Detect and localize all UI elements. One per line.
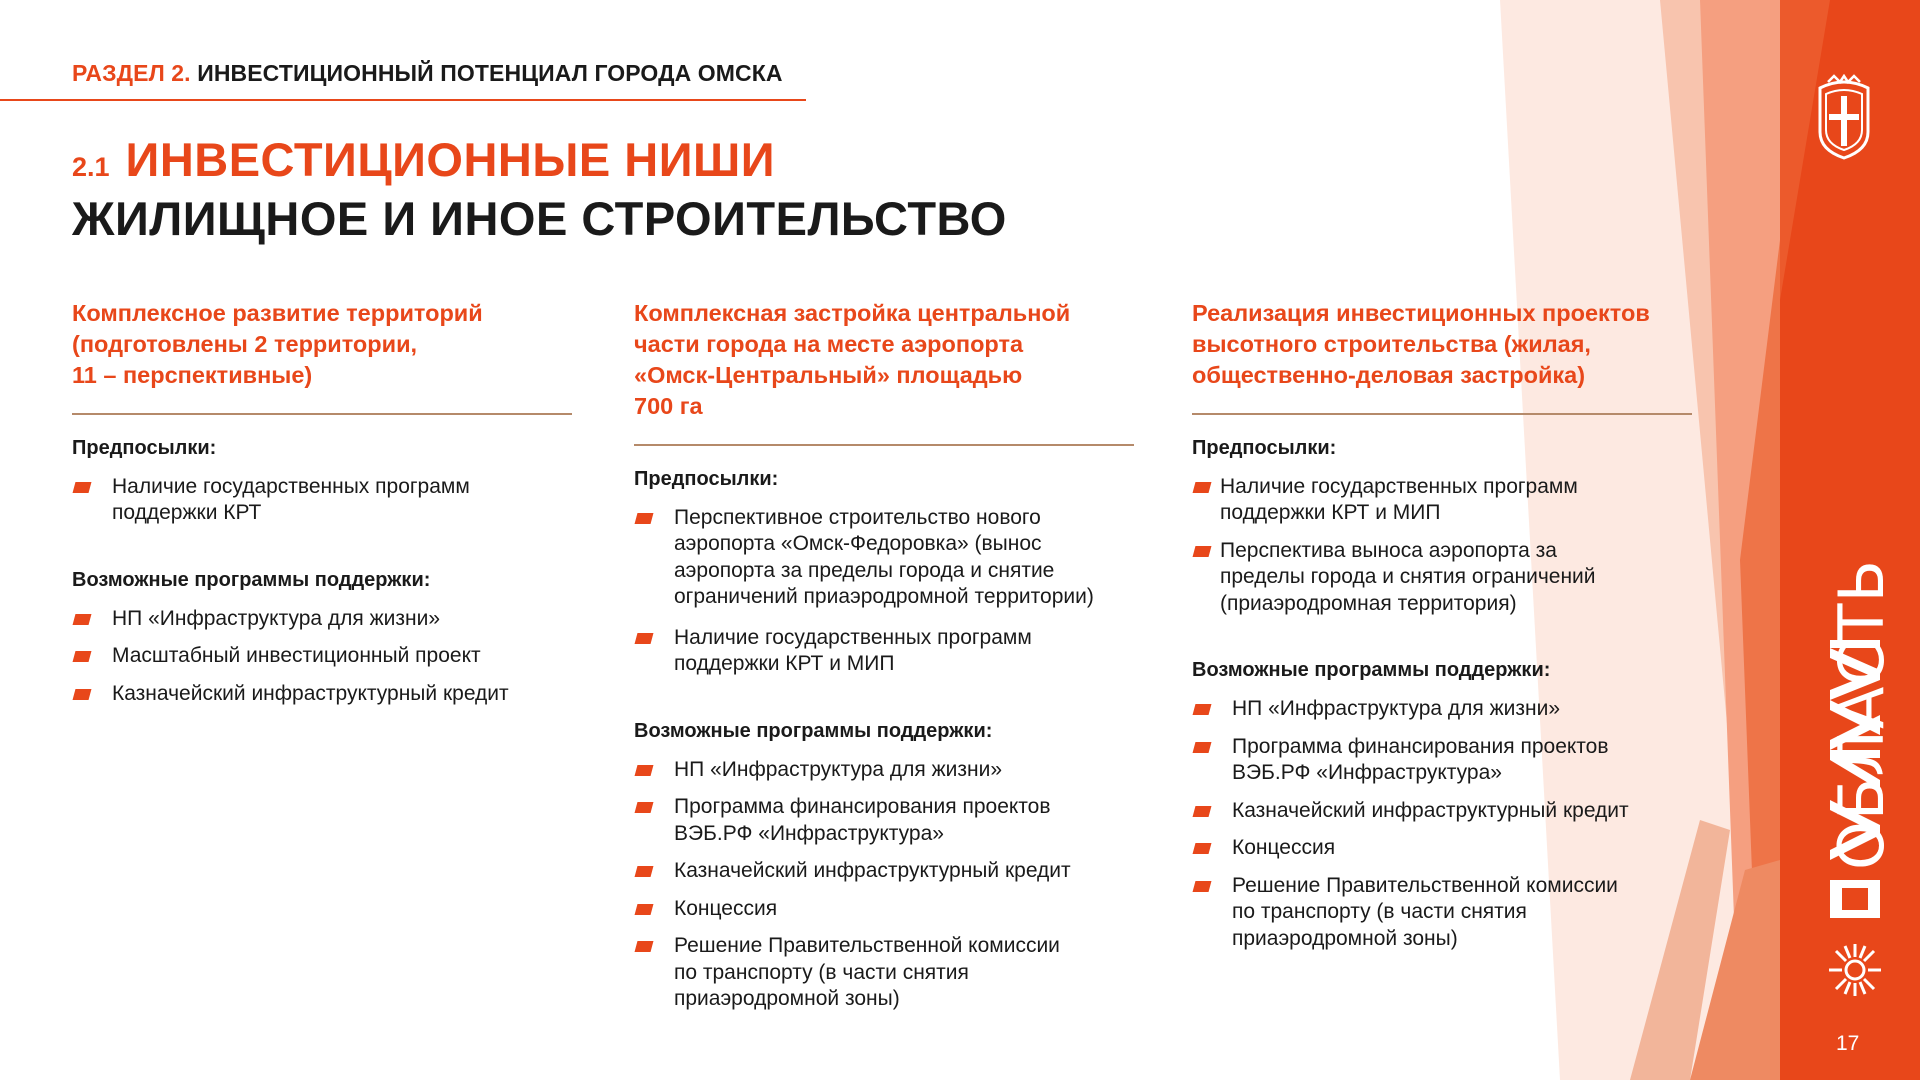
list-item-line: Перспективное строительство нового bbox=[674, 505, 1041, 529]
list-item bbox=[634, 794, 1134, 847]
list-item-line: по транспорту (в части снятия bbox=[1232, 900, 1527, 923]
column-title bbox=[1192, 298, 1692, 391]
list-item-line: Казначейский инфраструктурный кредит bbox=[1232, 798, 1629, 822]
section-label: РАЗДЕЛ 2. bbox=[72, 60, 191, 86]
list-item bbox=[1192, 696, 1692, 723]
list-item-line: Наличие государственных программ bbox=[674, 625, 1032, 649]
list-item bbox=[1192, 734, 1692, 787]
column-divider bbox=[1192, 413, 1692, 415]
support-heading: Возможные программы поддержки: bbox=[1192, 659, 1551, 681]
list-item-line: Наличие государственных программ bbox=[112, 474, 470, 498]
list-item bbox=[634, 757, 1134, 784]
list-item-line: Масштабный инвестиционный проект bbox=[112, 644, 481, 667]
list-item-line: аэропорта «Омск-Федоровка» (вынос bbox=[674, 532, 1042, 555]
prereq-heading: Предпосылки: bbox=[634, 467, 779, 490]
list-item bbox=[72, 681, 572, 708]
list-item-line: поддержки КРТ bbox=[112, 501, 262, 524]
list-item-line: Казначейский инфраструктурный кредит bbox=[112, 681, 509, 705]
title-sub: ЖИЛИЩНОЕ И ИНОЕ СТРОИТЕЛЬСТВО bbox=[72, 192, 1007, 245]
bullet-icon bbox=[1193, 704, 1212, 715]
header-divider bbox=[0, 99, 806, 101]
section-header bbox=[72, 60, 783, 87]
bullet-icon bbox=[635, 513, 654, 524]
support-list bbox=[1192, 696, 1692, 952]
bullet-icon bbox=[73, 482, 92, 493]
list-item-line: Концессия bbox=[1232, 836, 1336, 859]
title-main: ИНВЕСТИЦИОННЫЕ НИШИ bbox=[125, 133, 776, 186]
page-number: 17 bbox=[1836, 1032, 1860, 1055]
prereq-list bbox=[634, 505, 1134, 678]
column-title-line: (подготовлены 2 территории, bbox=[72, 331, 418, 357]
bullet-icon bbox=[73, 651, 92, 662]
list-item bbox=[634, 858, 1134, 885]
list-item-line: аэропорта за пределы города и снятие bbox=[674, 558, 1055, 582]
column-title-line: общественно-деловая застройка) bbox=[1192, 362, 1586, 388]
list-item-line: приаэродромной зоны) bbox=[674, 987, 900, 1010]
column-title-line: 11 – перспективные) bbox=[72, 362, 313, 388]
bullet-icon bbox=[73, 689, 92, 700]
list-item-line: Казначейский инфраструктурный кредит bbox=[674, 859, 1071, 882]
list-item bbox=[1192, 798, 1692, 825]
list-item bbox=[634, 625, 1134, 678]
column-airport bbox=[634, 298, 1134, 1024]
list-item bbox=[1192, 474, 1692, 527]
list-item-line: Решение Правительственной комиссии bbox=[1232, 873, 1618, 897]
list-item-line: Программа финансирования проектов bbox=[674, 795, 1051, 818]
support-heading: Возможные программы поддержки: bbox=[634, 719, 993, 742]
list-item-line: поддержки КРТ и МИП bbox=[674, 652, 895, 675]
list-item-line: НП «Инфраструктура для жизни» bbox=[1232, 697, 1561, 720]
column-title-line: Комплексная застройка центральной bbox=[634, 300, 1071, 326]
column-krt bbox=[72, 298, 572, 718]
slide-title bbox=[72, 132, 1007, 246]
title-number: 2.1 bbox=[72, 152, 110, 182]
column-title bbox=[72, 298, 572, 391]
column-highrise bbox=[1192, 298, 1692, 963]
column-title-line: высотного строительства (жилая, bbox=[1192, 331, 1591, 357]
list-item bbox=[1192, 538, 1692, 618]
bullet-icon bbox=[73, 614, 92, 625]
bullet-icon bbox=[635, 904, 654, 915]
list-item-line: поддержки КРТ и МИП bbox=[1220, 501, 1441, 524]
support-list bbox=[72, 606, 572, 708]
list-item-line: Концессия bbox=[674, 896, 778, 920]
column-title-line: 700 га bbox=[634, 393, 703, 419]
bullet-icon bbox=[635, 866, 654, 877]
prereq-list bbox=[1192, 474, 1692, 618]
support-list bbox=[634, 757, 1134, 1013]
bullet-icon bbox=[635, 765, 654, 776]
list-item bbox=[634, 505, 1134, 611]
list-item-line: ВЭБ.РФ «Инфраструктура» bbox=[1232, 761, 1502, 784]
list-item bbox=[72, 474, 572, 527]
column-title-line: Комплексное развитие территорий bbox=[72, 300, 483, 326]
list-item-line: по транспорту (в части снятия bbox=[674, 960, 969, 984]
list-item bbox=[72, 606, 572, 633]
bullet-icon bbox=[1193, 546, 1212, 557]
column-title bbox=[634, 298, 1134, 422]
column-title-line: части города на месте аэропорта bbox=[634, 331, 1024, 357]
list-item-line: приаэродромной зоны) bbox=[1232, 926, 1458, 950]
list-item-line: Программа финансирования проектов bbox=[1232, 734, 1609, 758]
bullet-icon bbox=[1193, 881, 1212, 892]
column-divider bbox=[72, 413, 572, 415]
coat-of-arms-icon bbox=[1814, 74, 1874, 160]
bullet-icon bbox=[1193, 482, 1212, 493]
column-title-line: «Омск-Центральный» площадью bbox=[634, 362, 1023, 388]
list-item bbox=[1192, 835, 1692, 862]
list-item-line: Перспектива выноса аэропорта за bbox=[1220, 538, 1557, 562]
bullet-icon bbox=[1193, 742, 1212, 753]
prereq-list bbox=[72, 474, 572, 527]
list-item-line: (приаэродромная территория) bbox=[1220, 591, 1517, 615]
column-divider bbox=[634, 444, 1134, 446]
bullet-icon bbox=[635, 802, 654, 813]
section-title: ИНВЕСТИЦИОННЫЙ ПОТЕНЦИАЛ ГОРОДА ОМСКА bbox=[197, 60, 783, 86]
prereq-heading: Предпосылки: bbox=[72, 436, 217, 459]
list-item-line: НП «Инфраструктура для жизни» bbox=[674, 757, 1003, 781]
column-title-line: Реализация инвестиционных проектов bbox=[1192, 300, 1650, 326]
support-heading: Возможные программы поддержки: bbox=[72, 568, 431, 591]
list-item-line: пределы города и снятия ограничений bbox=[1220, 565, 1596, 588]
list-item bbox=[72, 643, 572, 670]
bullet-icon bbox=[635, 633, 654, 644]
list-item-line: Наличие государственных программ bbox=[1220, 474, 1578, 498]
list-item-line: ограничений приаэродромной территории) bbox=[674, 585, 1094, 608]
list-item-line: Решение Правительственной комиссии bbox=[674, 934, 1060, 957]
list-item bbox=[634, 896, 1134, 923]
prereq-heading: Предпосылки: bbox=[1192, 436, 1337, 459]
list-item bbox=[1192, 873, 1692, 953]
bullet-icon bbox=[1193, 806, 1212, 817]
bullet-icon bbox=[635, 941, 654, 952]
bullet-icon bbox=[1193, 843, 1212, 854]
brand-wordmark: ОБЛАСТЬ bbox=[1825, 558, 1898, 870]
list-item bbox=[634, 933, 1134, 1013]
list-item-line: НП «Инфраструктура для жизни» bbox=[112, 606, 441, 630]
list-item-line: ВЭБ.РФ «Инфраструктура» bbox=[674, 821, 944, 845]
